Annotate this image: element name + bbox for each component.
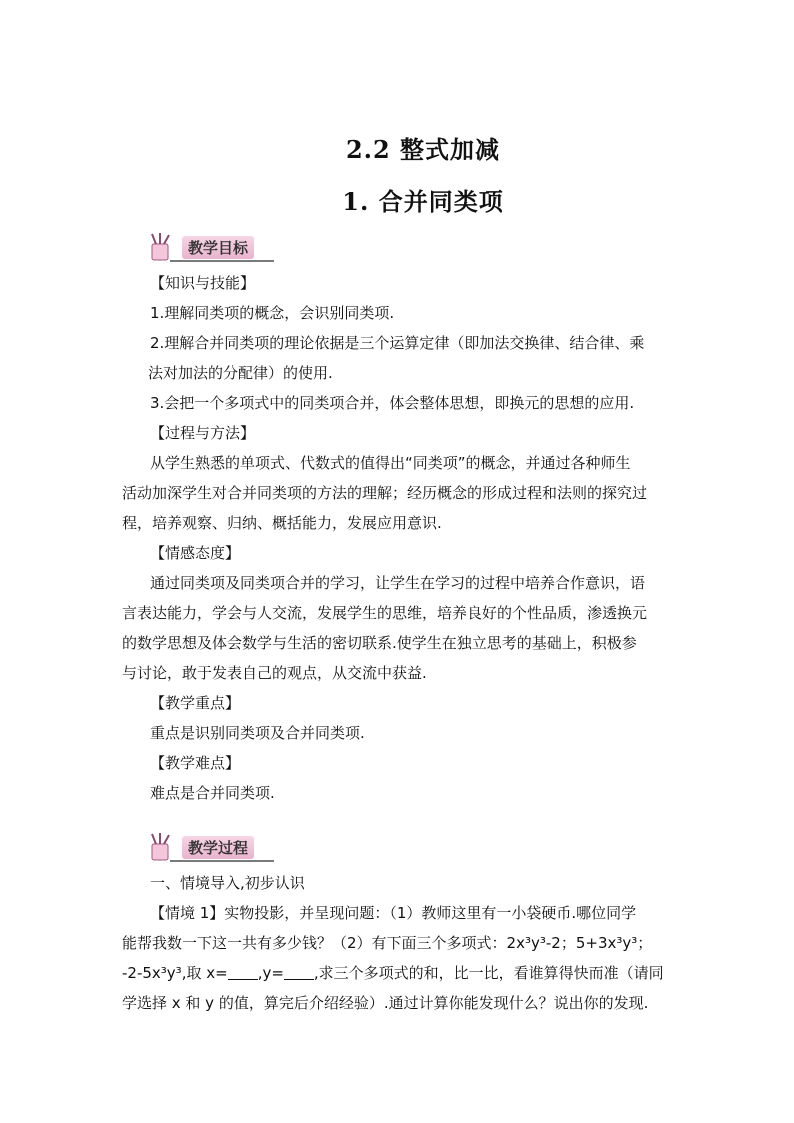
scenario-line-3b: ,y= — [257, 964, 284, 982]
heading-method: 【过程与方法】 — [150, 424, 256, 442]
y-blank — [284, 965, 314, 980]
knowledge-item-2b: 法对加法的分配律）的使用. — [148, 364, 333, 382]
heading-attitude: 【情感态度】 — [150, 544, 241, 562]
x-blank — [228, 965, 258, 980]
heading-key-points: 【教学重点】 — [150, 694, 241, 712]
method-line-2: 活动加深学生对合并同类项的方法的理解；经历概念的形成过程和法则的探究过 — [122, 484, 648, 502]
scenario-line-4: 学选择 x 和 y 的值，算完后介绍经验）.通过计算你能发现什么？说出你的发现. — [122, 994, 649, 1012]
heading-difficulties: 【教学难点】 — [150, 754, 241, 772]
difficulty-text: 难点是合并同类项. — [150, 784, 275, 802]
attitude-line-4: 与讨论，敢于发表自己的观点，从交流中获益. — [122, 664, 427, 682]
badge-label: 教学过程 — [182, 836, 254, 859]
heading-knowledge: 【知识与技能】 — [150, 274, 256, 292]
attitude-line-2: 言表达能力，学会与人交流，发展学生的思维，培养良好的个性品质，渗透换元 — [122, 604, 648, 622]
scenario-line-3c: ,求三个多项式的和，比一比，看谁算得快而准（请同 — [313, 964, 664, 982]
objectives-block — [122, 268, 690, 808]
badge-label: 教学目标 — [182, 236, 254, 259]
process-step-1: 一、情境导入,初步认识 — [150, 874, 305, 892]
knowledge-item-2a: 2.理解合并同类项的理论依据是三个运算定律（即加法交换律、结合律、乘 — [150, 334, 645, 352]
attitude-line-1: 通过同类项及同类项合并的学习，让学生在学习的过程中培养合作意识，语 — [150, 574, 646, 592]
knowledge-item-3: 3.会把一个多项式中的同类项合并，体会整体思想，即换元的思想的应用. — [150, 394, 635, 412]
key-point-text: 重点是识别同类项及合并同类项. — [150, 724, 365, 742]
scenario-line-2: 能帮我数一下这一共有多少钱？（2）有下面三个多项式：2x³y³-2；5+3x³y³； — [122, 934, 653, 952]
teaching-process-badge — [146, 832, 276, 862]
teaching-goals-badge — [146, 232, 276, 262]
method-line-1: 从学生熟悉的单项式、代数式的值得出“同类项”的概念，并通过各种师生 — [150, 454, 631, 472]
scenario-line-3a: -2-5x³y³,取 x= — [122, 964, 228, 982]
scenario-line-3 — [122, 958, 690, 988]
knowledge-item-1: 1.理解同类项的概念，会识别同类项. — [150, 304, 395, 322]
scenario-line-1: 【情境 1】实物投影，并呈现问题：（1）教师这里有一小袋硬币.哪位同学 — [150, 904, 637, 922]
process-block — [122, 868, 690, 1018]
method-line-3: 程，培养观察、归纳、概括能力，发展应用意识. — [122, 514, 442, 532]
attitude-line-3: 的数学思想及体会数学与生活的密切联系.使学生在独立思考的基础上，积极参 — [122, 634, 637, 652]
section-title: 2.2 整式加减 — [345, 135, 501, 164]
lesson-title: 1. 合并同类项 — [342, 187, 504, 216]
